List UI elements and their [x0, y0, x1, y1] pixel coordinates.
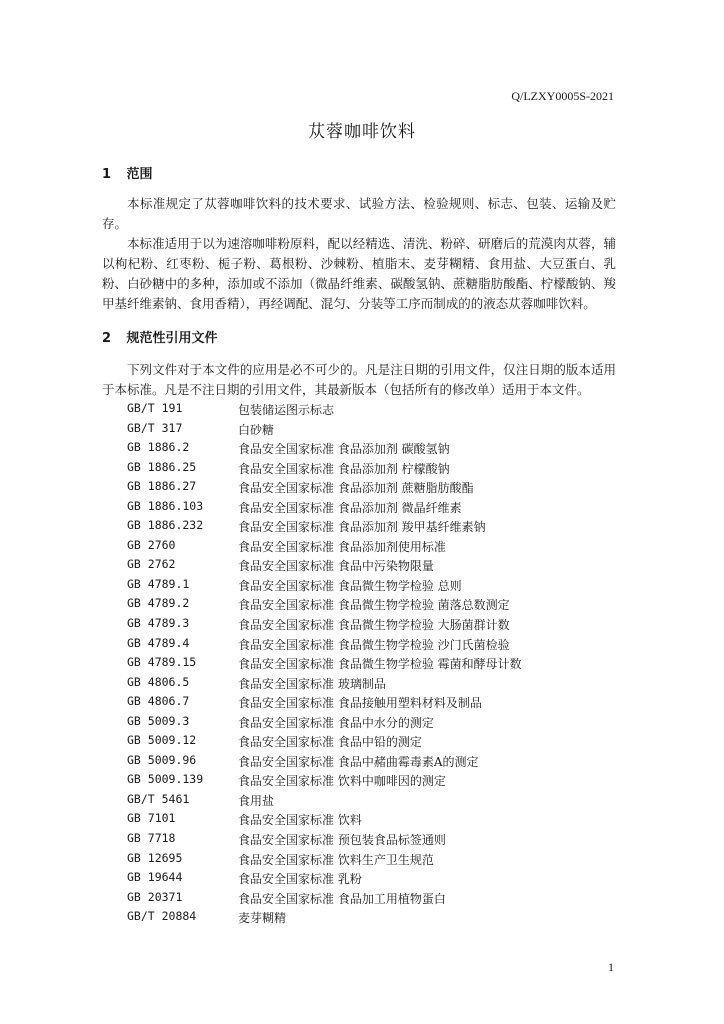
- reference-title: 食品安全国家标准 食品添加剂使用标准: [238, 539, 446, 554]
- reference-code: GB 4789.15: [127, 655, 197, 670]
- reference-title: 食品安全国家标准 食品中铅的测定: [238, 735, 422, 750]
- reference-title: 食品安全国家标准 食品微生物学检验 沙门氏菌检验: [238, 637, 510, 652]
- reference-title: 食品安全国家标准 饮料中咖啡因的测定: [238, 774, 446, 789]
- page-title: 苁蓉咖啡饮料: [308, 122, 416, 142]
- reference-code: GB 4789.3: [127, 616, 190, 631]
- reference-item: [127, 616, 522, 636]
- reference-item: [127, 811, 522, 831]
- reference-item: [127, 655, 522, 675]
- reference-item: [127, 421, 522, 441]
- standard-code: Q/LZXY0005S-2021: [511, 89, 614, 103]
- reference-title: 食品安全国家标准 食品中污染物限量: [238, 559, 434, 574]
- references-intro-paragraph: 下列文件对于本文件的应用是必不可少的。凡是注日期的引用文件，仅注日期的版本适用于本标准。凡是不注日期的引用文件，其最新版本（包括所有的修改单）适用于本文件。: [102, 362, 616, 397]
- reference-item: [127, 518, 522, 538]
- reference-code: GB 4789.2: [127, 596, 190, 611]
- reference-code: GB 20371: [127, 889, 183, 904]
- reference-item: [127, 733, 522, 753]
- reference-code: GB 12695: [127, 850, 183, 865]
- reference-item: [127, 792, 522, 812]
- reference-code: GB 1886.27: [127, 479, 197, 494]
- reference-title: 食品安全国家标准 食品中赭曲霉毒素A的测定: [238, 754, 479, 769]
- reference-item: [127, 851, 522, 871]
- reference-title: 食品安全国家标准 食品微生物学检验 菌落总数测定: [238, 598, 510, 613]
- reference-item: [127, 909, 522, 929]
- reference-item: [127, 460, 522, 480]
- reference-title: 食品安全国家标准 玻璃制品: [238, 676, 386, 691]
- reference-item: [127, 694, 522, 714]
- reference-item: [127, 870, 522, 890]
- section-title: 规范性引用文件: [126, 331, 218, 346]
- reference-title: 食品安全国家标准 食品加工用植物蛋白: [238, 891, 446, 906]
- reference-title: 食品安全国家标准 食品微生物学检验 总则: [238, 578, 462, 593]
- reference-title: 食品安全国家标准 乳粉: [238, 872, 362, 887]
- reference-code: GB 5009.139: [127, 772, 204, 787]
- reference-code: GB/T 20884: [127, 909, 197, 924]
- reference-item: [127, 636, 522, 656]
- reference-item: [127, 753, 522, 773]
- reference-code: GB 7718: [127, 831, 176, 846]
- reference-item: [127, 577, 522, 597]
- reference-code: GB 2762: [127, 557, 176, 572]
- reference-list: [127, 401, 522, 929]
- reference-code: GB 4806.5: [127, 674, 190, 689]
- section-heading-normative-references: [102, 327, 218, 346]
- reference-title: 食用盐: [238, 793, 275, 808]
- scope-paragraph-1: 本标准规定了苁蓉咖啡饮料的技术要求、试验方法、检验规则、标志、包装、运输及贮存。: [102, 196, 616, 231]
- reference-code: GB 1886.2: [127, 440, 190, 455]
- reference-item: [127, 772, 522, 792]
- reference-item: [127, 675, 522, 695]
- reference-code: GB 4789.1: [127, 576, 190, 591]
- reference-title: 食品安全国家标准 食品添加剂 碳酸氢钠: [238, 442, 450, 457]
- reference-code: GB/T 317: [127, 420, 183, 435]
- reference-code: GB 2760: [127, 537, 176, 552]
- reference-title: 食品安全国家标准 预包装食品标签通则: [238, 833, 446, 848]
- section-number: 2: [102, 331, 112, 346]
- reference-item: [127, 499, 522, 519]
- reference-code: GB 4806.7: [127, 694, 190, 709]
- page-number: 1: [608, 960, 614, 974]
- reference-code: GB 19644: [127, 870, 183, 885]
- reference-item: [127, 401, 522, 421]
- reference-title: 食品安全国家标准 饮料: [238, 813, 362, 828]
- section-heading-scope: [102, 163, 153, 182]
- reference-item: [127, 596, 522, 616]
- reference-item: [127, 538, 522, 558]
- reference-title: 食品安全国家标准 食品添加剂 微晶纤维素: [238, 500, 462, 515]
- reference-code: GB 5009.96: [127, 752, 197, 767]
- reference-title: 食品安全国家标准 食品中水分的测定: [238, 715, 434, 730]
- reference-title: 白砂糖: [238, 422, 275, 437]
- reference-title: 食品安全国家标准 饮料生产卫生规范: [238, 852, 434, 867]
- reference-title: 食品安全国家标准 食品微生物学检验 霉菌和酵母计数: [238, 657, 522, 672]
- reference-item: [127, 479, 522, 499]
- reference-title: 食品安全国家标准 食品添加剂 羧甲基纤维素钠: [238, 520, 486, 535]
- reference-code: GB 5009.3: [127, 713, 190, 728]
- scope-paragraph-2: 本标准适用于以为速溶咖啡粉原料，配以经精选、清洗、粉碎、研磨后的荒漠肉苁蓉，辅以枸杞粉、红枣粉、栀子粉、葛根粉、沙棘粉、植脂末、麦芽糊精、食用盐、大豆蛋白、乳粉、白砂糖中的多种，添加或不添加（微晶纤维素、碳酸氢钠、蔗糖脂肪酸酯、柠檬酸钠、羧甲基纤维素钠、食用香精），再经调配、混匀、分装等工序而制成的的液态苁蓉咖啡饮料。: [102, 236, 616, 311]
- reference-item: [127, 714, 522, 734]
- reference-code: GB 1886.103: [127, 498, 204, 513]
- reference-code: GB 1886.25: [127, 459, 197, 474]
- reference-code: GB 1886.232: [127, 518, 204, 533]
- section-number: 1: [102, 167, 112, 182]
- reference-code: GB 4789.4: [127, 635, 190, 650]
- reference-title: 食品安全国家标准 食品添加剂 柠檬酸钠: [238, 461, 450, 476]
- reference-code: GB/T 191: [127, 401, 183, 415]
- reference-title: 包装储运图示标志: [238, 403, 335, 417]
- reference-title: 食品安全国家标准 食品微生物学检验 大肠菌群计数: [238, 618, 510, 633]
- reference-code: GB 5009.12: [127, 733, 197, 748]
- reference-item: [127, 831, 522, 851]
- reference-title: 食品安全国家标准 食品接触用塑料材料及制品: [238, 696, 482, 711]
- section-title: 范围: [126, 167, 153, 182]
- reference-item: [127, 557, 522, 577]
- reference-code: GB 7101: [127, 811, 176, 826]
- reference-title: 食品安全国家标准 食品添加剂 蔗糖脂肪酸酯: [238, 481, 474, 496]
- reference-title: 麦芽糊精: [238, 911, 287, 926]
- reference-code: GB/T 5461: [127, 791, 190, 806]
- reference-item: [127, 440, 522, 460]
- reference-item: [127, 890, 522, 910]
